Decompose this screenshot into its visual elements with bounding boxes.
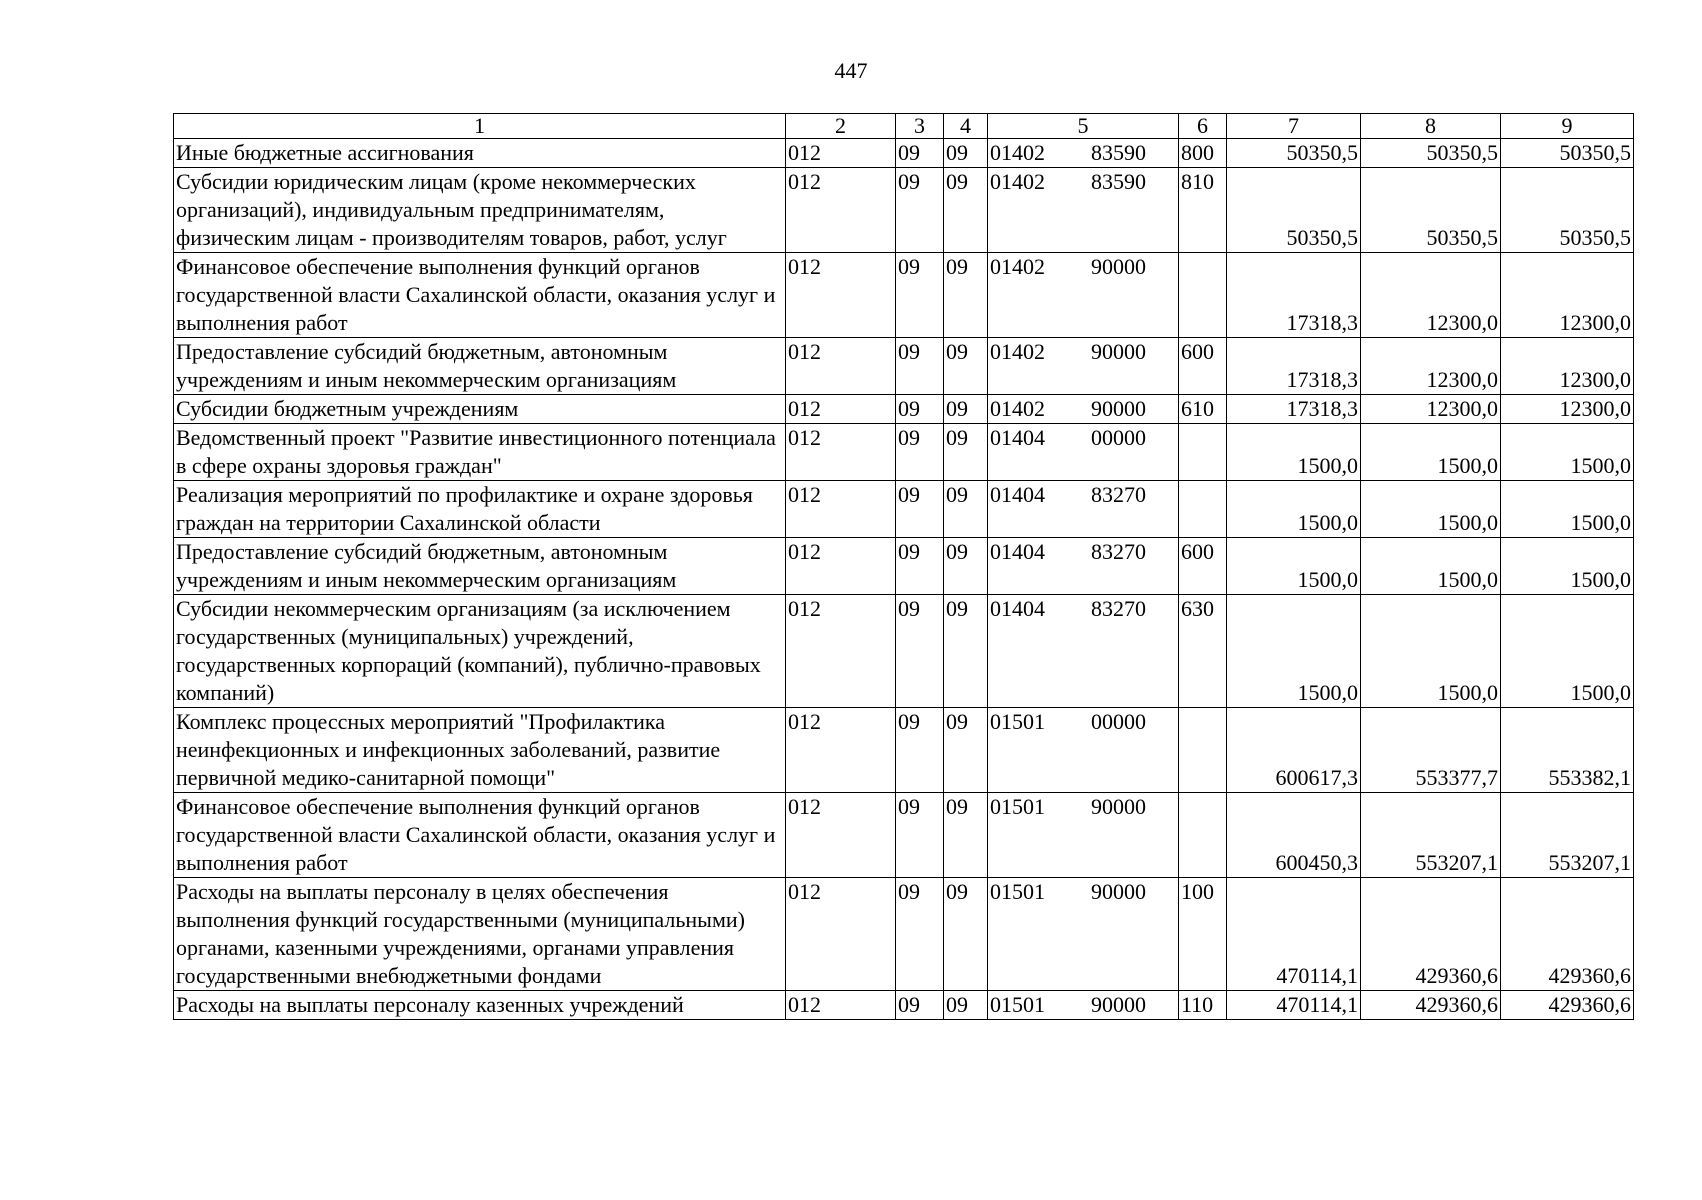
- amount-col9-cell: 1500,0: [1501, 595, 1634, 708]
- target-article-part2: 90000: [1091, 794, 1146, 819]
- page-number: 447: [834, 58, 868, 83]
- table-row: [174, 139, 1634, 168]
- ministry-code-cell: 012: [786, 168, 896, 253]
- target-article-part2: 90000: [1091, 254, 1146, 279]
- target-article-part1: 01501: [990, 709, 1045, 734]
- column-header: 5: [988, 114, 1179, 139]
- amount-col7-cell: 1500,0: [1227, 424, 1361, 481]
- amount-col7-cell: 1500,0: [1227, 481, 1361, 538]
- expense-type-cell: [1179, 708, 1227, 793]
- amount-col9-cell: 50350,5: [1501, 168, 1634, 253]
- amount-col8-cell: 1500,0: [1361, 481, 1501, 538]
- row-name-cell: Субсидии юридическим лицам (кроме некоммерческих организаций), индивидуальным предпринимателям, физическим лицам - производителям товаров, работ, услуг: [174, 168, 786, 253]
- target-article-code: [990, 481, 1176, 509]
- target-article-cell: [988, 595, 1179, 708]
- column-header: 4: [944, 114, 988, 139]
- amount-col8-cell: 553377,7: [1361, 708, 1501, 793]
- ministry-code-cell: 012: [786, 395, 896, 424]
- column-header: 8: [1361, 114, 1501, 139]
- subsection-code-cell: 09: [944, 253, 988, 338]
- subsection-code-cell: 09: [944, 481, 988, 538]
- expense-type-cell: 800: [1179, 139, 1227, 168]
- subsection-code-cell: 09: [944, 139, 988, 168]
- amount-col8-cell: 12300,0: [1361, 395, 1501, 424]
- amount-col9-cell: 12300,0: [1501, 253, 1634, 338]
- section-code-cell: 09: [896, 338, 944, 395]
- target-article-part1: 01402: [990, 140, 1045, 165]
- target-article-part1: 01404: [990, 596, 1045, 621]
- section-code-cell: 09: [896, 793, 944, 878]
- column-header: 7: [1227, 114, 1361, 139]
- target-article-part1: 01404: [990, 425, 1045, 450]
- row-name-cell: Реализация мероприятий по профилактике и охране здоровья граждан на территории Сахалинской области: [174, 481, 786, 538]
- section-code-cell: 09: [896, 878, 944, 991]
- row-name-cell: Ведомственный проект "Развитие инвестиционного потенциала в сфере охраны здоровья граждан": [174, 424, 786, 481]
- section-code-cell: 09: [896, 395, 944, 424]
- target-article-code: [990, 793, 1176, 821]
- amount-col9-cell: 429360,6: [1501, 878, 1634, 991]
- target-article-part1: 01501: [990, 879, 1045, 904]
- amount-col7-cell: 17318,3: [1227, 253, 1361, 338]
- budget-table: [173, 113, 1634, 1020]
- column-header: 2: [786, 114, 896, 139]
- amount-col9-cell: 12300,0: [1501, 338, 1634, 395]
- expense-type-cell: [1179, 793, 1227, 878]
- section-code-cell: 09: [896, 253, 944, 338]
- table-row: [174, 595, 1634, 708]
- target-article-part2: 90000: [1091, 396, 1146, 421]
- ministry-code-cell: 012: [786, 538, 896, 595]
- ministry-code-cell: 012: [786, 424, 896, 481]
- expense-type-cell: 630: [1179, 595, 1227, 708]
- section-code-cell: 09: [896, 481, 944, 538]
- table-row: [174, 253, 1634, 338]
- table-row: [174, 878, 1634, 991]
- subsection-code-cell: 09: [944, 991, 988, 1020]
- target-article-part1: 01404: [990, 482, 1045, 507]
- expense-type-cell: 600: [1179, 538, 1227, 595]
- row-name-cell: Предоставление субсидий бюджетным, автономным учреждениям и иным некоммерческим организациям: [174, 538, 786, 595]
- amount-col7-cell: 1500,0: [1227, 595, 1361, 708]
- table-row: [174, 708, 1634, 793]
- ministry-code-cell: 012: [786, 481, 896, 538]
- amount-col7-cell: 17318,3: [1227, 395, 1361, 424]
- ministry-code-cell: 012: [786, 991, 896, 1020]
- target-article-part2: 83590: [1091, 140, 1146, 165]
- section-code-cell: 09: [896, 139, 944, 168]
- target-article-part1: 01404: [990, 539, 1045, 564]
- target-article-part2: 00000: [1091, 709, 1146, 734]
- row-name-cell: Субсидии некоммерческим организациям (за исключением государственных (муниципальных) учреждений, государственных корпораций (компаний), публично-правовых компаний): [174, 595, 786, 708]
- subsection-code-cell: 09: [944, 595, 988, 708]
- target-article-cell: [988, 168, 1179, 253]
- target-article-cell: [988, 538, 1179, 595]
- expense-type-cell: [1179, 253, 1227, 338]
- table-header-row: [174, 114, 1634, 139]
- row-name-cell: Иные бюджетные ассигнования: [174, 139, 786, 168]
- target-article-cell: [988, 878, 1179, 991]
- target-article-part2: 83270: [1091, 596, 1146, 621]
- subsection-code-cell: 09: [944, 395, 988, 424]
- amount-col8-cell: 553207,1: [1361, 793, 1501, 878]
- target-article-part1: 01402: [990, 169, 1045, 194]
- expense-type-cell: 810: [1179, 168, 1227, 253]
- row-name-cell: Финансовое обеспечение выполнения функций органов государственной власти Сахалинской области, оказания услуг и выполнения работ: [174, 253, 786, 338]
- subsection-code-cell: 09: [944, 424, 988, 481]
- target-article-code: [990, 253, 1176, 281]
- target-article-code: [990, 168, 1176, 196]
- target-article-part2: 90000: [1091, 992, 1146, 1017]
- amount-col9-cell: 1500,0: [1501, 481, 1634, 538]
- target-article-cell: [988, 991, 1179, 1020]
- target-article-cell: [988, 338, 1179, 395]
- target-article-code: [990, 595, 1176, 623]
- expense-type-cell: 600: [1179, 338, 1227, 395]
- section-code-cell: 09: [896, 538, 944, 595]
- expense-type-cell: [1179, 481, 1227, 538]
- table-row: [174, 481, 1634, 538]
- table-row: [174, 424, 1634, 481]
- table-row: [174, 538, 1634, 595]
- section-code-cell: 09: [896, 424, 944, 481]
- target-article-part1: 01501: [990, 992, 1045, 1017]
- target-article-cell: [988, 395, 1179, 424]
- amount-col8-cell: 1500,0: [1361, 595, 1501, 708]
- ministry-code-cell: 012: [786, 708, 896, 793]
- target-article-code: [990, 395, 1176, 423]
- amount-col8-cell: 429360,6: [1361, 878, 1501, 991]
- table-row: [174, 338, 1634, 395]
- amount-col7-cell: 50350,5: [1227, 168, 1361, 253]
- row-name-cell: Расходы на выплаты персоналу казенных учреждений: [174, 991, 786, 1020]
- row-name-cell: Субсидии бюджетным учреждениям: [174, 395, 786, 424]
- subsection-code-cell: 09: [944, 793, 988, 878]
- target-article-part1: 01402: [990, 254, 1045, 279]
- row-name-cell: Предоставление субсидий бюджетным, автономным учреждениям и иным некоммерческим организациям: [174, 338, 786, 395]
- row-name-cell: Финансовое обеспечение выполнения функций органов государственной власти Сахалинской области, оказания услуг и выполнения работ: [174, 793, 786, 878]
- target-article-part1: 01402: [990, 339, 1045, 364]
- column-header: 1: [174, 114, 786, 139]
- target-article-part2: 83270: [1091, 482, 1146, 507]
- subsection-code-cell: 09: [944, 878, 988, 991]
- column-header: 9: [1501, 114, 1634, 139]
- row-name-cell: Комплекс процессных мероприятий "Профилактика неинфекционных и инфекционных заболеваний, развитие первичной медико-санитарной помощи": [174, 708, 786, 793]
- amount-col7-cell: 470114,1: [1227, 878, 1361, 991]
- amount-col8-cell: 50350,5: [1361, 168, 1501, 253]
- target-article-cell: [988, 708, 1179, 793]
- target-article-part2: 00000: [1091, 425, 1146, 450]
- subsection-code-cell: 09: [944, 708, 988, 793]
- expense-type-cell: 610: [1179, 395, 1227, 424]
- expense-type-cell: [1179, 424, 1227, 481]
- section-code-cell: 09: [896, 991, 944, 1020]
- target-article-code: [990, 338, 1176, 366]
- column-header: 6: [1179, 114, 1227, 139]
- ministry-code-cell: 012: [786, 595, 896, 708]
- target-article-cell: [988, 793, 1179, 878]
- expense-type-cell: 100: [1179, 878, 1227, 991]
- amount-col7-cell: 600450,3: [1227, 793, 1361, 878]
- target-article-cell: [988, 424, 1179, 481]
- amount-col9-cell: 12300,0: [1501, 395, 1634, 424]
- amount-col9-cell: 429360,6: [1501, 991, 1634, 1020]
- ministry-code-cell: 012: [786, 793, 896, 878]
- amount-col8-cell: 429360,6: [1361, 991, 1501, 1020]
- amount-col9-cell: 553207,1: [1501, 793, 1634, 878]
- amount-col8-cell: 50350,5: [1361, 139, 1501, 168]
- amount-col7-cell: 1500,0: [1227, 538, 1361, 595]
- target-article-code: [990, 878, 1176, 906]
- target-article-code: [990, 991, 1176, 1019]
- amount-col7-cell: 600617,3: [1227, 708, 1361, 793]
- section-code-cell: 09: [896, 595, 944, 708]
- subsection-code-cell: 09: [944, 538, 988, 595]
- target-article-cell: [988, 481, 1179, 538]
- subsection-code-cell: 09: [944, 338, 988, 395]
- row-name-cell: Расходы на выплаты персоналу в целях обеспечения выполнения функций государственными (муниципальными) органами, казенными учреждениями, органами управления государственными внебюджетными фондами: [174, 878, 786, 991]
- target-article-part2: 90000: [1091, 879, 1146, 904]
- amount-col7-cell: 50350,5: [1227, 139, 1361, 168]
- ministry-code-cell: 012: [786, 139, 896, 168]
- amount-col8-cell: 1500,0: [1361, 424, 1501, 481]
- target-article-code: [990, 538, 1176, 566]
- amount-col9-cell: 1500,0: [1501, 538, 1634, 595]
- target-article-cell: [988, 253, 1179, 338]
- target-article-cell: [988, 139, 1179, 168]
- target-article-part2: 83270: [1091, 539, 1146, 564]
- section-code-cell: 09: [896, 168, 944, 253]
- amount-col8-cell: 1500,0: [1361, 538, 1501, 595]
- amount-col8-cell: 12300,0: [1361, 253, 1501, 338]
- table-row: [174, 793, 1634, 878]
- target-article-part2: 90000: [1091, 339, 1146, 364]
- ministry-code-cell: 012: [786, 878, 896, 991]
- amount-col8-cell: 12300,0: [1361, 338, 1501, 395]
- target-article-code: [990, 139, 1176, 167]
- target-article-part1: 01501: [990, 794, 1045, 819]
- amount-col9-cell: 553382,1: [1501, 708, 1634, 793]
- target-article-code: [990, 424, 1176, 452]
- amount-col9-cell: 50350,5: [1501, 139, 1634, 168]
- target-article-code: [990, 708, 1176, 736]
- ministry-code-cell: 012: [786, 253, 896, 338]
- table-row: [174, 991, 1634, 1020]
- amount-col9-cell: 1500,0: [1501, 424, 1634, 481]
- subsection-code-cell: 09: [944, 168, 988, 253]
- section-code-cell: 09: [896, 708, 944, 793]
- target-article-part1: 01402: [990, 396, 1045, 421]
- amount-col7-cell: 17318,3: [1227, 338, 1361, 395]
- ministry-code-cell: 012: [786, 338, 896, 395]
- amount-col7-cell: 470114,1: [1227, 991, 1361, 1020]
- table-body: [174, 114, 1634, 1020]
- table-row: [174, 395, 1634, 424]
- expense-type-cell: 110: [1179, 991, 1227, 1020]
- table-row: [174, 168, 1634, 253]
- target-article-part2: 83590: [1091, 169, 1146, 194]
- column-header: 3: [896, 114, 944, 139]
